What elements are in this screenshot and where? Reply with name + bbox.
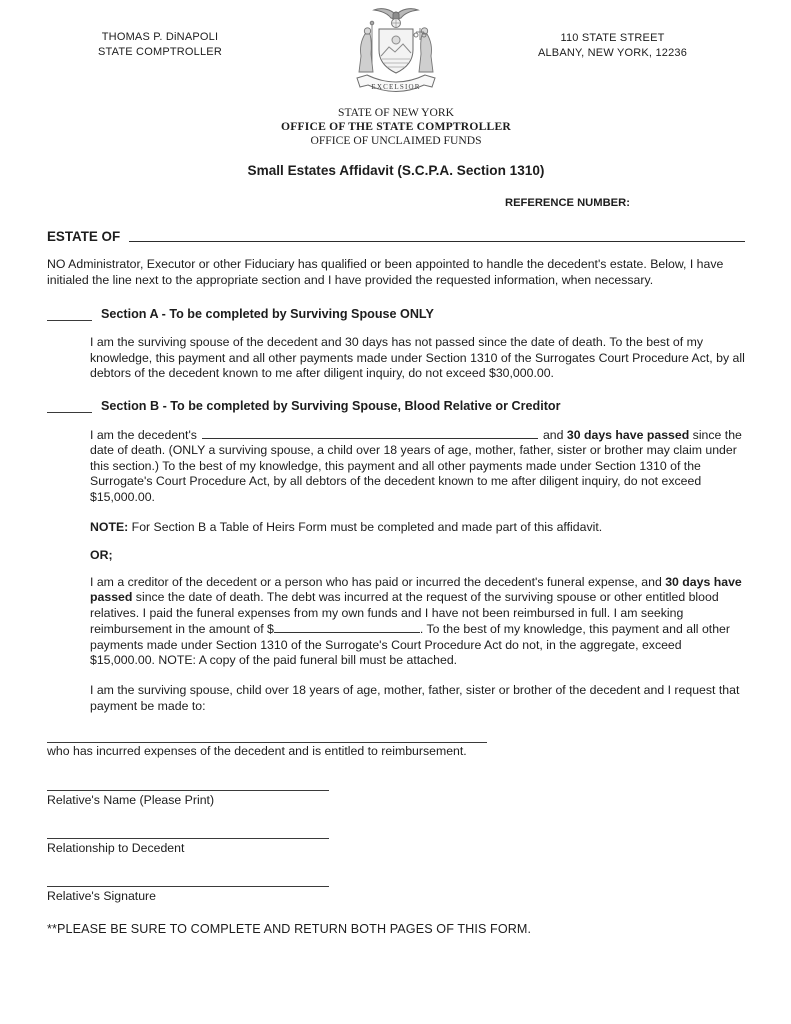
reference-number-label: REFERENCE NUMBER: [505, 197, 630, 210]
relatives-name-field[interactable] [47, 789, 329, 791]
creditor-clause-after: . To the best of my knowledge, this payment and all other payments made under Section 1310 of the Surrogate's Court Procedure Act do not, in the aggregate, exceed $15,000.00. NOTE: A copy of the paid funeral bill must be attached. [90, 622, 730, 667]
section-a-initials-field[interactable] [47, 310, 92, 321]
note-text: For Section B a Table of Heirs Form must be completed and made part of this affidavit. [128, 520, 603, 535]
intro-paragraph: NO Administrator, Executor or other Fiduciary has qualified or been appointed to handle the decedent's estate. Below, I have initialed the line next to the appropriate section and I have provided the requested information, when necessary. [47, 257, 724, 287]
estate-of-row [47, 229, 745, 244]
org-state: STATE OF NEW YORK [338, 106, 454, 119]
official-name: THOMAS P. DiNAPOLI [101, 31, 219, 43]
creditor-clause-mid: since the date of death. The debt was incurred at the request of the surviving spouse or other entitled blood relatives. I paid the funeral expenses from my own funds and I have not been reimbursed in full. I am seeking reimbursement in the amount of $ [90, 590, 719, 637]
section-a-heading-row [47, 307, 745, 322]
page-title: Small Estates Affidavit (S.C.P.A. Section 1310) [247, 163, 545, 178]
note-label: NOTE: [90, 520, 129, 535]
org-unit: OFFICE OF UNCLAIMED FUNDS [310, 134, 482, 147]
relative-clause-bold: 30 days have passed [566, 428, 690, 443]
signature-field-relatives-name [47, 789, 745, 808]
relative-clause-before: I am the decedent's [90, 428, 197, 443]
signature-field-relationship [47, 837, 745, 856]
relationship-label: Relationship to Decedent [47, 840, 185, 855]
section-b-relative-paragraph [90, 427, 745, 505]
estate-of-label: ESTATE OF [47, 228, 121, 244]
note-paragraph [90, 520, 745, 535]
relationship-to-decedent-field[interactable] [47, 837, 329, 839]
section-a-heading: Section A - To be completed by Surviving Spouse ONLY [101, 307, 434, 322]
relatives-signature-field[interactable] [47, 885, 329, 887]
relative-clause-after: since the date of death. (ONLY a surviving spouse, a child over 18 years of age, mother, father, sister or brother may claim under this section.) To the best of my knowledge, this payment and all other payments made under Section 1310 of the Surrogate's Court Procedure Act, by all debtors of the decedent known to me after diligent inquiry, do not exceed $15,000.00. [90, 428, 742, 504]
payee-name-field[interactable] [47, 741, 487, 743]
relatives-name-label: Relative's Name (Please Print) [47, 792, 215, 807]
section-b-heading: Section B - To be completed by Surviving Spouse, Blood Relative or Creditor [101, 398, 561, 413]
creditor-clause-before: I am a creditor of the decedent or a person who has paid or incurred the decedent's funeral expense, and [90, 574, 666, 589]
signature-field-signature [47, 885, 745, 904]
section-b-initials-field[interactable] [47, 402, 92, 413]
footer-note: **PLEASE BE SURE TO COMPLETE AND RETURN BOTH PAGES OF THIS FORM. [47, 921, 532, 936]
estate-name-field[interactable] [129, 231, 745, 242]
section-a-body: I am the surviving spouse of the decedent and 30 days has not passed since the date of death. To the best of my knowledge, this payment and all other payments made under Section 1310 of the Surrogates Court Procedure Act, by all debtors of the decedent known to me after diligent inquiry, do not exceed $30,000.00. [90, 335, 745, 381]
payee-note: who has incurred expenses of the decedent and is entitled to reimbursement. [47, 744, 467, 759]
payee-paragraph: I am the surviving spouse, child over 18 years of age, mother, father, sister or brother of the decedent and I request that payment be made to: [90, 683, 740, 713]
relative-clause-mid: and [542, 428, 567, 443]
address-city: ALBANY, NEW YORK, 12236 [537, 47, 688, 59]
relationship-field[interactable] [202, 427, 538, 439]
section-b-heading-row [47, 399, 745, 414]
letterhead [47, 0, 745, 106]
org-block [47, 106, 745, 148]
creditor-paragraph [90, 575, 745, 668]
reimbursement-amount-field[interactable] [274, 621, 420, 633]
seal-motto: EXCELSIOR [371, 83, 421, 91]
signature-label: Relative's Signature [47, 889, 156, 904]
official-title: STATE COMPTROLLER [97, 46, 222, 58]
new-york-state-seal-icon [345, 6, 447, 108]
org-office: OFFICE OF THE STATE COMPTROLLER [281, 120, 511, 133]
address-street: 110 STATE STREET [560, 32, 665, 44]
or-label: OR; [90, 547, 113, 562]
creditor-clause-bold: 30 days have passed [90, 574, 742, 605]
address-block [490, 31, 735, 61]
comptroller-name-block [55, 30, 265, 60]
